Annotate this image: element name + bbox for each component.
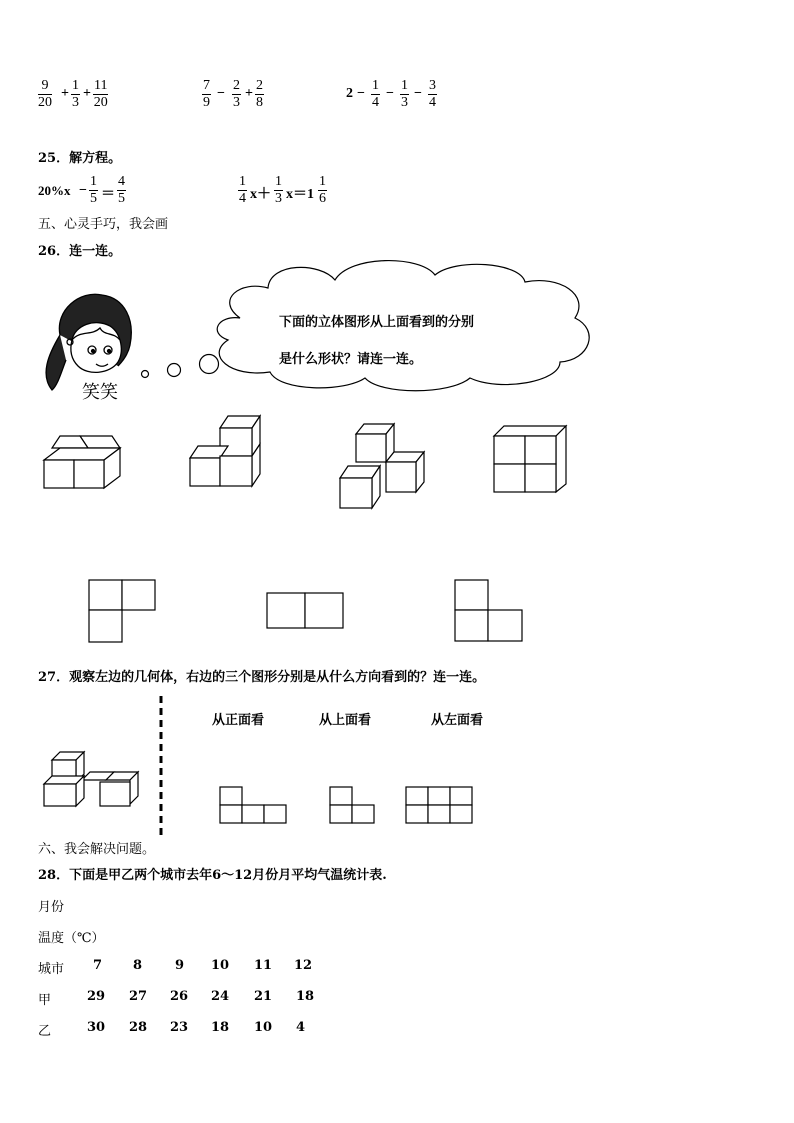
table-cell: 23 — [170, 1020, 189, 1035]
table-cell: 18 — [211, 1020, 230, 1035]
fraction: $\frac{1}{4}$ — [239, 174, 246, 206]
question-26-title: 26．连一连。 — [38, 244, 122, 259]
fraction: $\frac{1}{5}$ — [90, 174, 97, 206]
question-28-title: 28．下面是甲乙两个城市去年6～12月份月平均气温统计表. — [38, 868, 387, 883]
fraction: $\frac{2}{8}$ — [256, 78, 263, 110]
number: 2 — [346, 86, 353, 101]
table-cell: 9 — [175, 958, 185, 973]
view-label-top: 从上面看 — [319, 713, 372, 728]
top-view-shape-2 — [267, 593, 343, 628]
fraction: $\frac{1}{4}$ — [372, 78, 379, 110]
solid-figure-3 — [340, 424, 424, 508]
q27-solid-figure — [44, 752, 138, 806]
operator: + — [83, 86, 91, 101]
fraction: $\frac{7}{9}$ — [203, 78, 210, 110]
operator: − — [386, 86, 394, 101]
table-label-temperature: 温度（℃） — [38, 931, 105, 946]
table-cell: 甲 — [38, 993, 52, 1008]
top-view-shape-1 — [89, 580, 155, 642]
solid-figure-2 — [190, 416, 260, 486]
fraction: $\frac{1}{3}$ — [401, 78, 408, 110]
operator: + — [245, 86, 253, 101]
table-cell: 29 — [87, 989, 106, 1004]
view-label-left: 从左面看 — [431, 713, 484, 728]
table-label-month: 月份 — [38, 900, 65, 915]
q27-view-shape-3 — [406, 787, 472, 823]
q27-view-shape-2 — [330, 787, 374, 823]
table-cell: 4 — [296, 1020, 306, 1035]
fraction: $\frac{1}{3}$ — [275, 174, 282, 206]
solid-figure-1 — [44, 436, 120, 488]
question-25-title: 25．解方程。 — [38, 151, 122, 166]
equals-sign: ＝ — [101, 187, 115, 202]
fraction: $\frac{1}{6}$ — [319, 174, 326, 206]
q27-view-shape-1 — [220, 787, 286, 823]
table-cell: 乙 — [38, 1024, 52, 1039]
table-cell: 24 — [211, 989, 230, 1004]
operator: − — [217, 86, 225, 101]
fraction: $\frac{1}{3}$ — [72, 78, 79, 110]
fraction: $\frac{2}{3}$ — [233, 78, 240, 110]
table-cell: 7 — [93, 958, 103, 973]
question-27-title: 27．观察左边的几何体，右边的三个图形分别是从什么方向看到的？连一连。 — [38, 670, 486, 685]
section-5-heading: 五、心灵手巧，我会画 — [38, 217, 169, 232]
table-cell: 21 — [254, 989, 273, 1004]
equation-term: x＋ — [250, 187, 271, 202]
table-cell: 10 — [254, 1020, 273, 1035]
table-cell: 27 — [129, 989, 148, 1004]
table-cell: 18 — [296, 989, 315, 1004]
fraction: $\frac{9}{20}$ — [38, 78, 52, 110]
operator: − — [414, 86, 422, 101]
fraction: $\frac{11}{20}$ — [93, 78, 108, 110]
equation-term: x＝1 — [286, 187, 314, 202]
top-view-shape-3 — [455, 580, 522, 641]
table-cell: 城市 — [38, 962, 65, 977]
operator: − — [357, 86, 365, 101]
table-cell: 12 — [294, 958, 313, 973]
girl-name-label: 笑笑 — [82, 382, 118, 403]
operator: − — [79, 183, 87, 198]
table-cell: 8 — [133, 958, 143, 973]
table-cell: 30 — [87, 1020, 106, 1035]
table-cell: 11 — [254, 958, 273, 973]
equation-term: 20%x — [38, 183, 71, 198]
bubble-text-line-2: 是什么形状？请连一连。 — [279, 352, 423, 367]
table-cell: 28 — [129, 1020, 148, 1035]
bubble-text-line-1: 下面的立体图形从上面看到的分别 — [279, 315, 475, 330]
fraction: $\frac{4}{5}$ — [118, 174, 125, 206]
operator: + — [61, 86, 69, 101]
table-cell: 10 — [211, 958, 230, 973]
solid-figure-4 — [494, 426, 566, 492]
section-6-heading: 六、我会解决问题。 — [38, 842, 156, 857]
view-label-front: 从正面看 — [212, 713, 265, 728]
fraction: $\frac{3}{4}$ — [429, 78, 436, 110]
table-cell: 26 — [170, 989, 189, 1004]
